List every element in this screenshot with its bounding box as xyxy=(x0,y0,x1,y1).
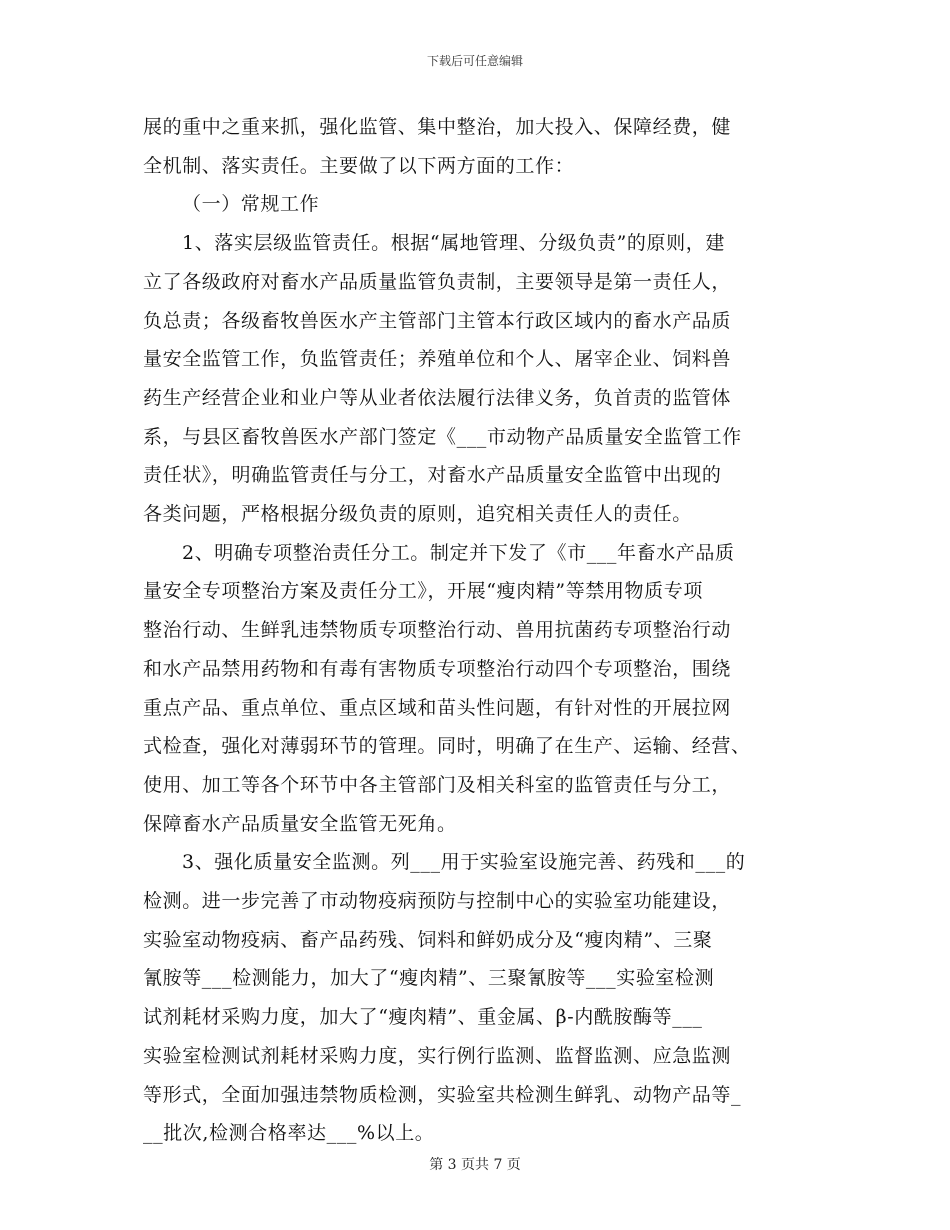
page-footer: 第 3 页共 7 页 xyxy=(429,1157,521,1173)
text-line: 责任状》，明确监管责任与分工，对畜水产品质量安全监管中出现的 xyxy=(143,464,722,487)
text-line: 试剂耗材采购力度，加大了“瘦肉精”、重金属、β-内酰胺酶等___ xyxy=(143,1006,703,1029)
section-heading: （一）常规工作 xyxy=(182,193,320,216)
paragraph-start: 3、强化质量安全监测。列___用于实验室设施完善、药残和___的 xyxy=(182,851,746,874)
text-line: 式检查，强化对薄弱环节的管理。同时，明确了在生产、运输、经营、 xyxy=(143,735,751,758)
text-line: 和水产品禁用药物和有毒有害物质专项整治行动四个专项整治，围绕 xyxy=(143,657,732,680)
text-line: 氰胺等___检测能力，加大了“瘦肉精”、三聚氰胺等___实验室检测 xyxy=(143,967,715,990)
text-line: 整治行动、生鲜乳违禁物质专项整治行动、兽用抗菌药专项整治行动 xyxy=(143,619,732,642)
page-header: 下载后可任意编辑 xyxy=(426,54,523,68)
text-line: 保障畜水产品质量安全监管无死角。 xyxy=(143,812,457,835)
paragraph-start: 2、明确专项整治责任分工。制定并下发了《市___年畜水产品质 xyxy=(182,541,735,564)
text-line: 等形式，全面加强违禁物质检测，实验室共检测生鲜乳、动物产品等_ xyxy=(143,1083,742,1106)
text-line: 实验室检测试剂耗材采购力度，实行例行监测、监督监测、应急监测 xyxy=(143,1044,732,1067)
text-line: 药生产经营企业和业户等从业者依法履行法律义务，负首责的监管体 xyxy=(143,386,732,409)
text-line: 量安全专项整治方案及责任分工》，开展“瘦肉精”等禁用物质专项 xyxy=(143,580,703,603)
text-line: 检测。进一步完善了市动物疫病预防与控制中心的实验室功能建设， xyxy=(143,890,732,913)
text-line: 量安全监管工作，负监管责任；养殖单位和个人、屠宰企业、饲料兽 xyxy=(143,348,732,371)
text-line: 各类问题，严格根据分级负责的原则，追究相关责任人的责任。 xyxy=(143,503,692,526)
text-line: 负总责；各级畜牧兽医水产主管部门主管本行政区域内的畜水产品质 xyxy=(143,309,732,332)
text-line: 重点产品、重点单位、重点区域和苗头性问题，有针对性的开展拉网 xyxy=(143,696,732,719)
text-line: 全机制、落实责任。主要做了以下两方面的工作： xyxy=(143,154,575,177)
text-line: 使用、加工等各个环节中各主管部门及相关科室的监管责任与分工， xyxy=(143,773,732,796)
text-line: 实验室动物疫病、畜产品药残、饲料和鲜奶成分及“瘦肉精”、三聚 xyxy=(143,928,713,951)
text-line: __批次,检测合格率达___%以上。 xyxy=(143,1122,435,1145)
text-line: 立了各级政府对畜水产品质量监管负责制，主要领导是第一责任人， xyxy=(143,270,732,293)
paragraph-start: 1、落实层级监管责任。根据“属地管理、分级负责”的原则，建 xyxy=(182,232,725,255)
text-line: 系，与县区畜牧兽医水产部门签定《___市动物产品质量安全监管工作 xyxy=(143,425,742,448)
document-body xyxy=(143,108,807,1153)
text-line: 展的重中之重来抓，强化监管、集中整治，加大投入、保障经费，健 xyxy=(143,116,732,138)
